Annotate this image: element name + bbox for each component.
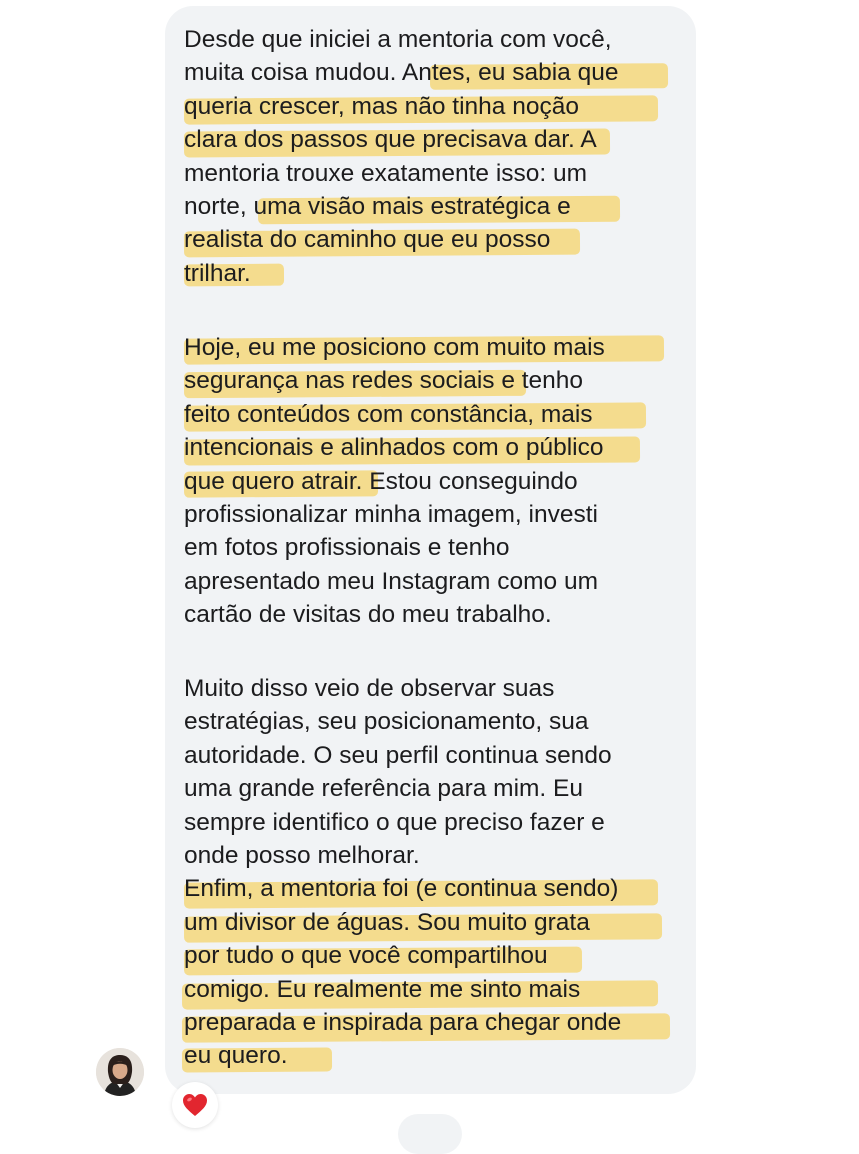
- message-line: norte, uma visão mais estratégica e: [184, 193, 571, 221]
- message-line: muita coisa mudou. Antes, eu sabia que: [184, 59, 619, 87]
- message-line: um divisor de águas. Sou muito grata: [184, 908, 590, 936]
- message-line: apresentado meu Instagram como um: [184, 567, 598, 595]
- message-line: feito conteúdos com constância, mais: [184, 400, 593, 428]
- message-line: preparada e inspirada para chegar onde: [184, 1009, 622, 1037]
- message-line: trilhar.: [184, 259, 251, 287]
- message-line: segurança nas redes sociais e tenho: [184, 367, 584, 395]
- message-line: realista do caminho que eu posso: [184, 226, 551, 254]
- heart-reaction[interactable]: [172, 1082, 218, 1128]
- message-line: autoridade. O seu perfil continua sendo: [184, 741, 612, 769]
- message-line: sempre identifico o que preciso fazer e: [184, 808, 605, 836]
- next-message-bubble[interactable]: [398, 1114, 462, 1154]
- message-line: mentoria trouxe exatamente isso: um: [184, 159, 588, 187]
- message-line: por tudo o que você compartilhou: [184, 942, 548, 970]
- message-line: clara dos passos que precisava dar. A: [184, 126, 597, 154]
- message-line: Desde que iniciei a mentoria com você,: [184, 26, 612, 53]
- heart-icon: [182, 1093, 208, 1117]
- message-line: Enfim, a mentoria foi (e continua sendo): [184, 875, 619, 903]
- sender-avatar[interactable]: [96, 1048, 144, 1096]
- message-line: Muito disso veio de observar suas: [184, 675, 555, 702]
- message-paragraph-3: [184, 672, 621, 1073]
- profile-photo-icon: [96, 1048, 144, 1096]
- message-line: profissionalizar minha imagem, investi: [184, 501, 598, 529]
- message-paragraph-2: [184, 331, 605, 632]
- message-line: onde posso melhorar.: [184, 842, 420, 870]
- message-paragraph-1: [184, 23, 618, 290]
- message-line: cartão de visitas do meu trabalho.: [184, 601, 552, 629]
- message-line: uma grande referência para mim. Eu: [184, 775, 583, 803]
- message-line: queria crescer, mas não tinha noção: [184, 92, 579, 120]
- message-line: em fotos profissionais e tenho: [184, 534, 510, 562]
- message-line: que quero atrair. Estou conseguindo: [184, 467, 578, 495]
- message-line: intencionais e alinhados com o público: [184, 434, 604, 462]
- message-line: Hoje, eu me posiciono com muito mais: [184, 334, 605, 361]
- message-line: comigo. Eu realmente me sinto mais: [184, 975, 581, 1003]
- message-line: eu quero.: [184, 1042, 288, 1070]
- message-line: estratégias, seu posicionamento, sua: [184, 708, 589, 736]
